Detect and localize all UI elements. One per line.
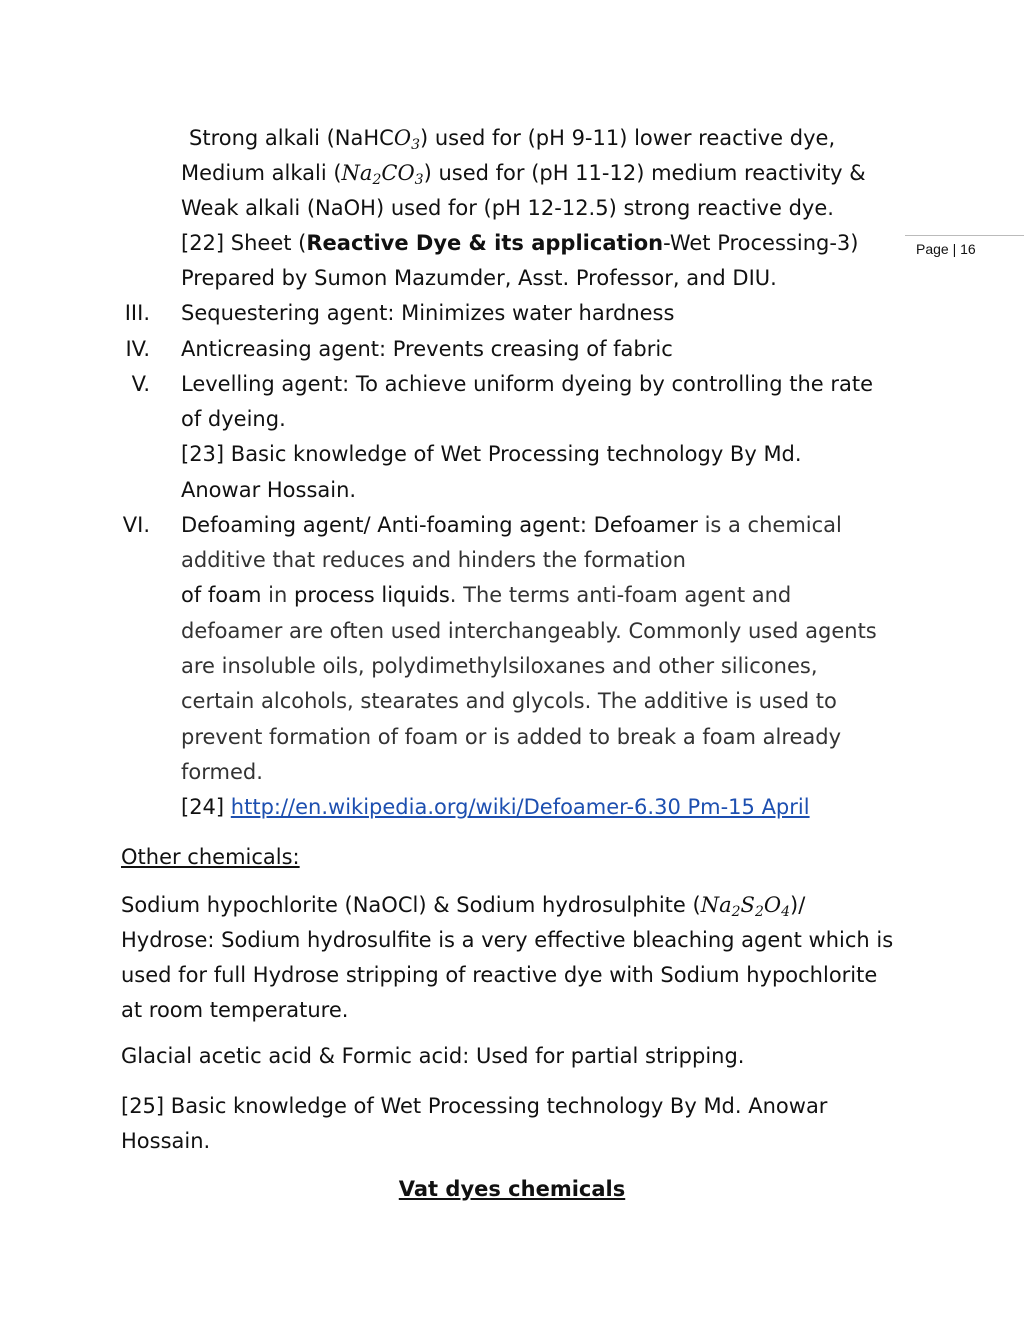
text-fragment: ) used for (pH 9-11) lower reactive dye, [419, 126, 836, 150]
hydrose-line4: at room temperature. [121, 998, 349, 1022]
item-defoaming-line7: prevent formation of foam or is added to break a foam already [181, 725, 842, 749]
math-subscript: 4 [781, 904, 790, 920]
list-number-iv: IV. [125, 337, 150, 361]
text-fragment: Medium alkali ( [181, 161, 342, 185]
item-anticreasing-agent: Anticreasing agent: Prevents creasing of fabric [181, 337, 673, 361]
text-fragment: process liquids [293, 583, 450, 607]
list-number-vi: VI. [122, 513, 150, 537]
reference-24 [181, 790, 810, 825]
alkali-line-weak: Weak alkali (NaOH) used for (pH 12-12.5) strong reactive dye. [181, 196, 834, 220]
page-number: Page | 16 [916, 241, 976, 257]
math-subscript: 2 [372, 172, 382, 188]
math-subscript: 3 [414, 172, 424, 188]
reference-24-prefix: [24] [181, 795, 231, 819]
text-fragment: )/ [790, 893, 806, 917]
item-defoaming-line3 [181, 578, 791, 613]
text-fragment: ) used for (pH 11-12) medium reactivity & [423, 161, 866, 185]
math-symbol: Na [700, 893, 732, 917]
page-number-rule [905, 235, 1024, 236]
item-levelling-agent-line1: Levelling agent: To achieve uniform dyeing by controlling the rate [181, 372, 874, 396]
item-levelling-agent-line2: of dyeing. [181, 407, 286, 431]
math-subscript: 2 [731, 904, 741, 920]
glacial-acetic-acid-line: Glacial acetic acid & Formic acid: Used for partial stripping. [121, 1044, 745, 1068]
list-number-iii: III. [124, 301, 150, 325]
item-defoaming-line4: defoamer are often used interchangeably. Commonly used agents [181, 619, 877, 643]
reference-25-line1: [25] Basic knowledge of Wet Processing technology By Md. Anowar [121, 1094, 828, 1118]
reference-25-line2: Hossain. [121, 1129, 211, 1153]
math-symbol: S [740, 893, 755, 917]
text-fragment: [22] Sheet ( [181, 231, 307, 255]
reference-23-line1: [23] Basic knowledge of Wet Processing technology By Md. [181, 442, 802, 466]
list-number-v: V. [131, 372, 150, 396]
hydrose-line2: Hydrose: Sodium hydrosulfite is a very effective bleaching agent which is [121, 928, 894, 952]
text-fragment: of foam [181, 583, 262, 607]
text-fragment: Strong alkali (NaHC [189, 126, 394, 150]
other-chemicals-heading: Other chemicals: [121, 845, 300, 869]
reference-22-line2: Prepared by Sumon Mazumder, Asst. Professor, and DIU. [181, 266, 777, 290]
text-fragment: Defoaming agent/ Anti-foaming agent: Defoamer [181, 513, 698, 537]
item-defoaming-line5: are insoluble oils, polydimethylsiloxanes and other silicones, [181, 654, 818, 678]
item-defoaming-line8: formed. [181, 760, 263, 784]
item-sequestering-agent: Sequestering agent: Minimizes water hardness [181, 301, 675, 325]
math-symbol: O [393, 126, 412, 150]
text-fragment: -Wet Processing-3) [663, 231, 859, 255]
text-fragment: Sodium hypochlorite (NaOCl) & Sodium hydrosulphite ( [121, 893, 701, 917]
math-subscript: 3 [411, 137, 420, 153]
reference-22-line1 [181, 226, 858, 261]
item-defoaming-line6: certain alcohols, stearates and glycols. The additive is used to [181, 689, 837, 713]
item-defoaming-line1 [181, 508, 842, 543]
text-fragment: in [261, 583, 294, 607]
math-subscript: 2 [754, 904, 764, 920]
bold-title: Reactive Dye & its application [306, 231, 664, 255]
text-fragment: . The terms anti-foam agent and [449, 583, 792, 607]
math-symbol: Na [341, 161, 373, 185]
reference-23-line2: Anowar Hossain. [181, 478, 357, 502]
math-symbol: CO [381, 161, 415, 185]
hydrose-line3: used for full Hydrose stripping of reactive dye with Sodium hypochlorite [121, 963, 878, 987]
vat-dyes-heading: Vat dyes chemicals [398, 1177, 626, 1201]
text-fragment: is a chemical [697, 513, 842, 537]
item-defoaming-line2: additive that reduces and hinders the formation [181, 548, 686, 572]
math-symbol: O [763, 893, 782, 917]
reference-24-link[interactable]: http://en.wikipedia.org/wiki/Defoamer-6.30 Pm-15 April [230, 795, 810, 819]
